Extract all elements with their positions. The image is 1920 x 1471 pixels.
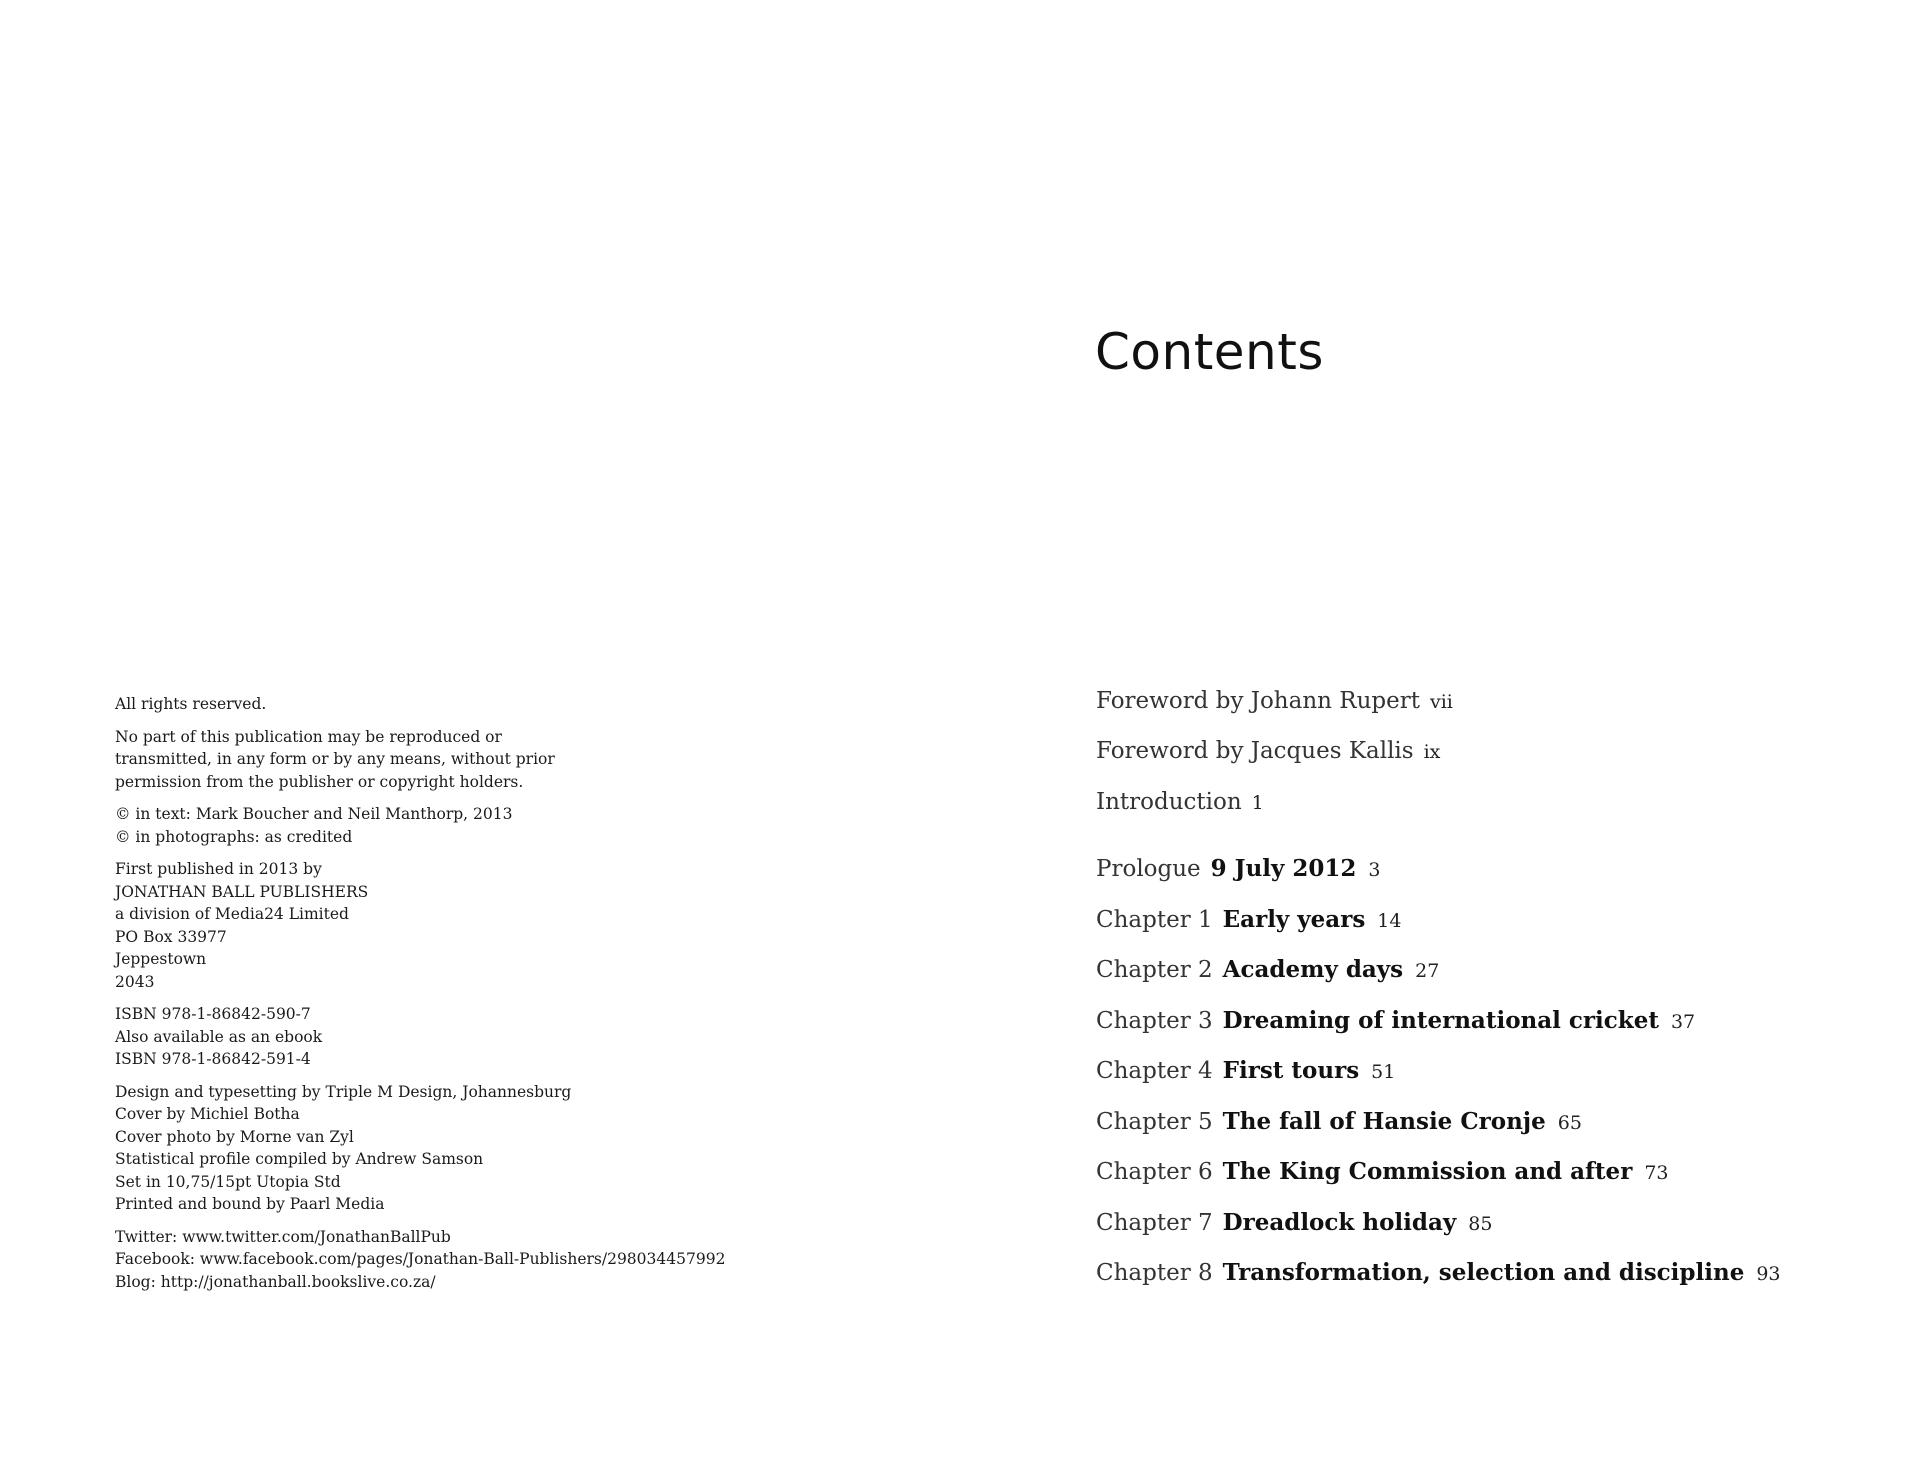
toc-entry xyxy=(1096,787,1264,818)
toc-entry-label: Introduction xyxy=(1096,789,1242,815)
copyright-line: © in photographs: as credited xyxy=(115,827,353,846)
toc-entry xyxy=(1096,955,1439,986)
contents-page xyxy=(960,0,1920,1471)
toc-chapter-title: Academy days xyxy=(1222,956,1404,983)
toc-page-number: 1 xyxy=(1251,792,1264,814)
copyright-block xyxy=(115,803,815,848)
publisher-line: a division of Media24 Limited xyxy=(115,905,349,923)
credits-block xyxy=(115,1081,815,1216)
toc-entry-label: Chapter 6 xyxy=(1096,1159,1213,1185)
credit-line: Cover by Michiel Botha xyxy=(115,1105,300,1123)
publisher-line: 2043 xyxy=(115,972,155,991)
toc-page-number: 27 xyxy=(1415,960,1440,982)
credit-line: Cover photo by Morne van Zyl xyxy=(115,1127,354,1146)
isbn-line: ISBN 978-1-86842-591-4 xyxy=(115,1050,311,1068)
reproduction-notice xyxy=(115,726,815,794)
facebook-line: Facebook: www.facebook.com/pages/Jonathan-Ball-Publishers/298034457992 xyxy=(115,1250,726,1268)
toc-entry-label: Chapter 1 xyxy=(1096,907,1213,933)
toc-entry xyxy=(1096,1208,1492,1239)
toc-entry xyxy=(1096,736,1440,767)
toc-entry xyxy=(1096,854,1381,885)
toc-entry xyxy=(1096,1006,1695,1037)
contents-heading: Contents xyxy=(1095,323,1324,381)
toc-page-number: 37 xyxy=(1670,1011,1696,1033)
toc-entry-label: Chapter 7 xyxy=(1096,1210,1213,1236)
publisher-line: JONATHAN BALL PUBLISHERS xyxy=(115,882,369,901)
publisher-line: First published in 2013 by xyxy=(115,860,322,878)
toc-entry-label: Chapter 2 xyxy=(1096,957,1213,983)
copyright-line: © in text: Mark Boucher and Neil Manthorp, 2013 xyxy=(115,805,513,823)
toc-page-number: 14 xyxy=(1377,910,1402,932)
isbn-line: Also available as an ebook xyxy=(115,1027,323,1046)
toc-chapter-title: The King Commission and after xyxy=(1222,1158,1633,1185)
toc-page-number: 85 xyxy=(1468,1213,1493,1235)
notice-line: transmitted, in any form or by any means, without prior xyxy=(115,750,555,768)
toc-page-number: 73 xyxy=(1644,1162,1669,1184)
publisher-line: PO Box 33977 xyxy=(115,927,227,946)
isbn-block xyxy=(115,1003,815,1071)
toc-chapter-title: First tours xyxy=(1222,1057,1360,1084)
toc-page-number: 65 xyxy=(1557,1112,1582,1134)
toc-chapter-title: Dreadlock holiday xyxy=(1222,1209,1457,1236)
toc-entry-label: Chapter 4 xyxy=(1096,1058,1213,1084)
toc-chapter-title: The fall of Hansie Cronje xyxy=(1222,1108,1546,1135)
notice-line: permission from the publisher or copyright holders. xyxy=(115,772,524,791)
imprint-text xyxy=(115,693,815,1303)
toc-entry-label: Foreword by Jacques Kallis xyxy=(1096,738,1414,764)
toc-entry-label: Chapter 5 xyxy=(1096,1109,1213,1135)
online-block xyxy=(115,1226,815,1294)
rights-line: All rights reserved. xyxy=(115,695,267,713)
toc-entry-label: Foreword by Johann Rupert xyxy=(1096,688,1420,714)
toc-entry xyxy=(1096,905,1401,936)
toc-entry xyxy=(1096,686,1453,717)
rights-statement xyxy=(115,693,815,716)
credit-line: Statistical profile compiled by Andrew Samson xyxy=(115,1150,484,1168)
twitter-line: Twitter: www.twitter.com/JonathanBallPub xyxy=(115,1227,451,1246)
toc-page-number: ix xyxy=(1423,741,1441,763)
toc-page-number: 3 xyxy=(1368,859,1381,881)
toc-page-number: vii xyxy=(1429,691,1453,713)
publisher-line: Jeppestown xyxy=(115,950,207,968)
credit-line: Set in 10,75/15pt Utopia Std xyxy=(115,1172,341,1191)
toc-entry-label: Chapter 8 xyxy=(1096,1260,1213,1286)
toc-entry-label: Chapter 3 xyxy=(1096,1008,1213,1034)
toc-entry xyxy=(1096,1157,1669,1188)
notice-line: No part of this publication may be reproduced or xyxy=(115,727,502,746)
publisher-block xyxy=(115,858,815,993)
credit-line: Design and typesetting by Triple M Design, Johannesburg xyxy=(115,1082,572,1101)
toc-page-number: 93 xyxy=(1756,1263,1781,1285)
toc-chapter-title: Early years xyxy=(1222,906,1366,933)
blog-line: Blog: http://jonathanball.bookslive.co.za/ xyxy=(115,1272,436,1291)
toc-chapter-title: 9 July 2012 xyxy=(1210,855,1357,882)
toc-chapter-title: Dreaming of international cricket xyxy=(1222,1007,1659,1034)
toc-entry-label: Prologue xyxy=(1096,856,1201,882)
credit-line: Printed and bound by Paarl Media xyxy=(115,1195,385,1213)
toc-entry xyxy=(1096,1258,1781,1289)
toc-entry xyxy=(1096,1056,1395,1087)
isbn-line: ISBN 978-1-86842-590-7 xyxy=(115,1005,311,1023)
toc-entry xyxy=(1096,1107,1582,1138)
toc-page-number: 51 xyxy=(1371,1061,1396,1083)
toc-chapter-title: Transformation, selection and discipline xyxy=(1222,1259,1745,1286)
